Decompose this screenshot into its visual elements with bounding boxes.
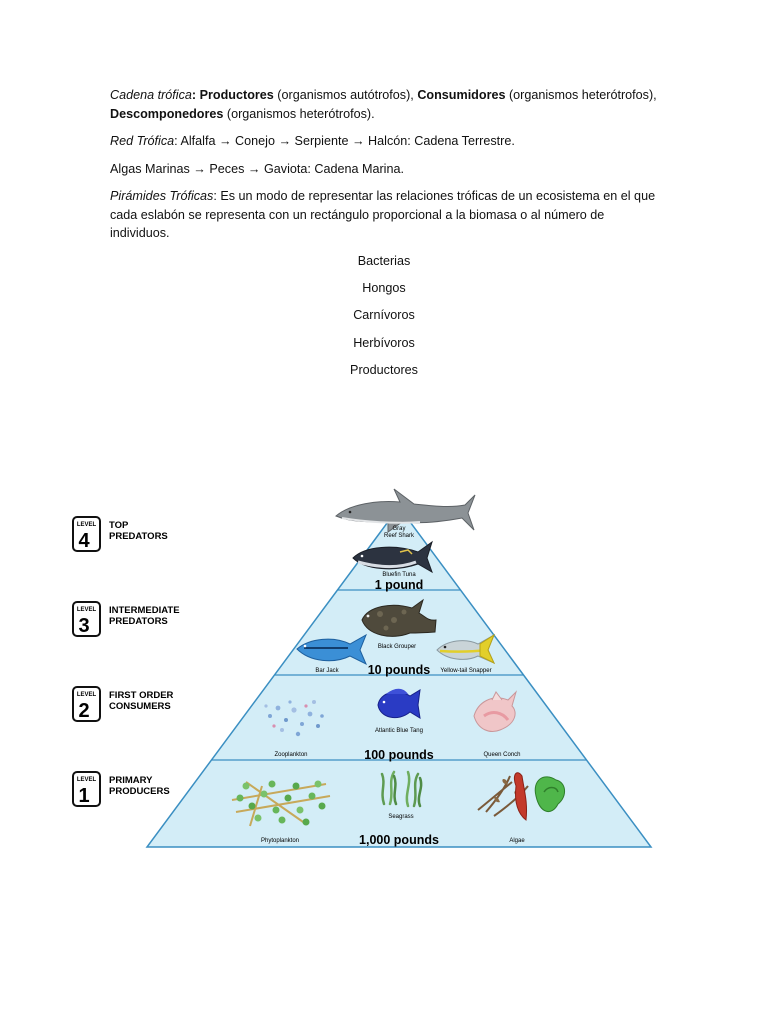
svg-text:LEVEL: LEVEL bbox=[76, 692, 97, 698]
term-consumidores: Consumidores bbox=[417, 88, 506, 102]
label-gray-shark: Gray bbox=[392, 526, 406, 532]
label-zooplankton: Zooplankton bbox=[274, 752, 308, 758]
level-1-number: 1 bbox=[78, 785, 90, 807]
trophic-pyramid-figure bbox=[0, 480, 768, 860]
label-black-grouper: Black Grouper bbox=[377, 644, 417, 650]
label-queen-conch: Queen Conch bbox=[483, 752, 521, 758]
term-cadena-trofica: Cadena trófica bbox=[110, 88, 192, 102]
label-bluefin-tuna: Bluefin Tuna bbox=[382, 572, 416, 578]
paragraph-cadena-marina: Algas Marinas → Peces → Gaviota: Cadena Marina. bbox=[110, 161, 404, 176]
level-4-name: TOP bbox=[109, 520, 129, 531]
list-item-productores: Productores bbox=[350, 362, 418, 377]
level-3-row bbox=[73, 602, 180, 637]
level-1-row bbox=[73, 772, 170, 807]
level-2-name: FIRST ORDER bbox=[109, 690, 174, 701]
level-3-number: 3 bbox=[78, 615, 90, 637]
paragraph-piramides-troficas: Pirámides Tróficas: Es un modo de representar las relaciones tróficas de un ecosistema en el que cada eslabón se representa con un rectángulo proporcional a la biomasa o al número de individuos. bbox=[110, 189, 656, 240]
svg-text:LEVEL: LEVEL bbox=[76, 607, 97, 613]
list-item-hongos: Hongos bbox=[362, 281, 406, 296]
svg-text:PRODUCERS: PRODUCERS bbox=[109, 786, 170, 797]
level-2-number: 2 bbox=[78, 700, 90, 722]
label-yellow-tail-snapper: Yellow-tail Snapper bbox=[440, 668, 492, 674]
term-red-trofica: Red Trófica bbox=[110, 134, 175, 148]
paragraph-red-trofica: Red Trófica: Alfalfa → Conejo → Serpiente → Halcón: Cadena Terrestre. bbox=[110, 134, 515, 148]
level-2-row bbox=[73, 687, 174, 722]
term-productores: Productores bbox=[199, 88, 274, 102]
weight-tier-3: 10 pounds bbox=[367, 663, 431, 677]
label-atlantic-blue-tang: Atlantic Blue Tang bbox=[375, 728, 423, 734]
weight-tier-4: 1 pound bbox=[374, 578, 424, 592]
paragraph-cadena-trofica: Cadena trófica: Productores (organismos autótrofos), Consumidores (organismos heterótrofos), Descomponedores (organismos heterótrofos). bbox=[110, 88, 657, 121]
level-4-row bbox=[73, 517, 168, 552]
level-3-name: INTERMEDIATE bbox=[109, 605, 180, 616]
pyramid-word-list bbox=[300, 252, 468, 388]
label-seagrass: Seagrass bbox=[388, 814, 414, 820]
text-body bbox=[110, 86, 658, 252]
list-item-carnivoros: Carnívoros bbox=[353, 308, 415, 323]
label-algae: Algae bbox=[509, 838, 525, 844]
term-piramides-troficas: Pirámides Tróficas bbox=[110, 189, 214, 203]
svg-text:LEVEL: LEVEL bbox=[76, 777, 97, 783]
list-item-herbivoros: Herbívoros bbox=[353, 335, 415, 350]
level-1-name: PRIMARY bbox=[109, 775, 153, 786]
list-item-bacterias: Bacterias bbox=[357, 254, 411, 268]
svg-text:PREDATORS: PREDATORS bbox=[109, 531, 168, 542]
label-reef-shark: Reef Shark bbox=[383, 533, 415, 539]
label-bar-jack: Bar Jack bbox=[315, 668, 339, 674]
label-phytoplankton: Phytoplankton bbox=[260, 838, 300, 844]
level-4-number: 4 bbox=[78, 530, 90, 552]
svg-text:PREDATORS: PREDATORS bbox=[109, 616, 168, 627]
svg-text:LEVEL: LEVEL bbox=[76, 522, 97, 528]
weight-tier-1: 1,000 pounds bbox=[359, 833, 439, 847]
weight-tier-2: 100 pounds bbox=[364, 748, 434, 762]
term-descomponedores: Descomponedores bbox=[110, 106, 224, 121]
svg-text:CONSUMERS: CONSUMERS bbox=[109, 701, 171, 712]
